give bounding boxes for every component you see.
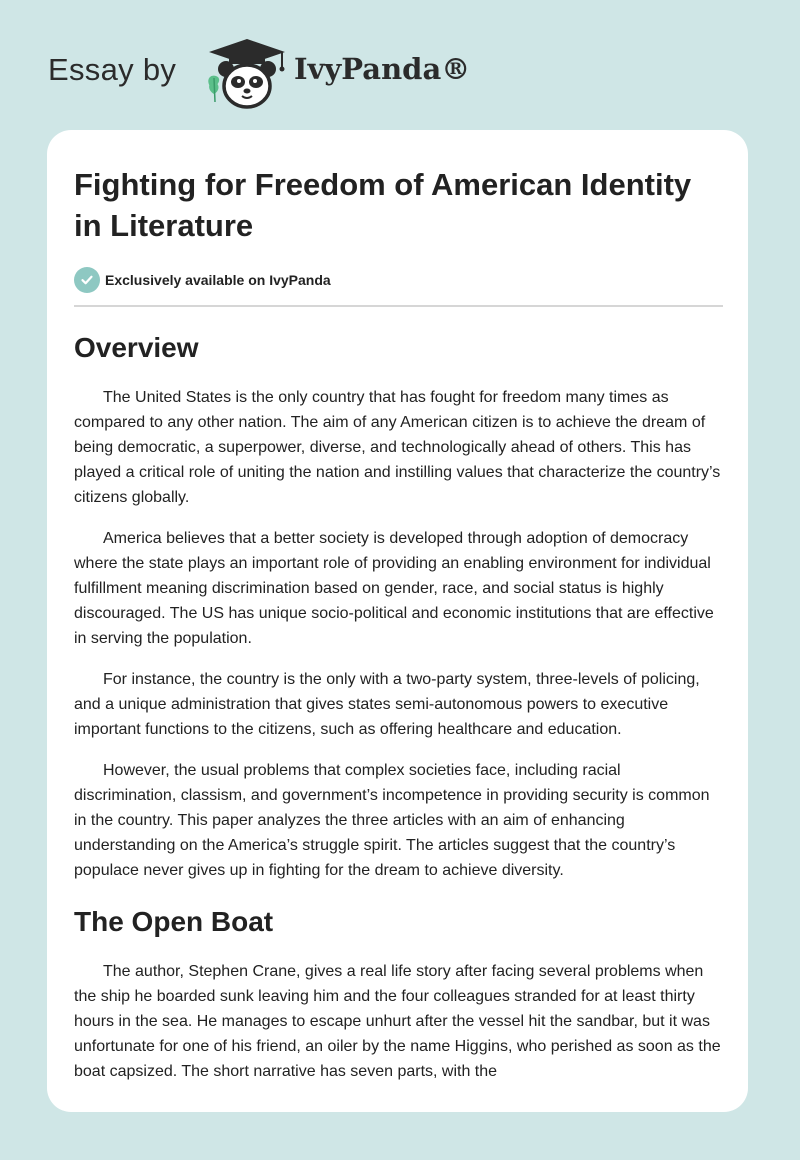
paragraph: America believes that a better society is developed through adoption of democracy where the state plays an important role of providing an enabling environment for individual fulfillment meaning discrimination based on gender, race, and social status is highly discouraged. The US has unique socio-political and economic institutions that are effective in serving the population. <box>74 530 714 647</box>
overview-paragraphs <box>74 385 723 883</box>
site-header <box>48 36 471 112</box>
paragraph: The author, Stephen Crane, gives a real life story after facing several problems when the ship he boarded sunk leaving him and the four colleagues stranded for at least thirty hours in the sea. He manages to escape unhurt after the vessel hit the sandbar, but it was unfortunate for one of his friend, an oiler by the name Higgins, who perished as soon as the boat capsized. The short narrative has seven parts, with the <box>74 963 721 1080</box>
exclusive-badge <box>74 266 723 294</box>
paragraph: However, the usual problems that complex societies face, including racial discrimination, classism, and government’s incompetence in providing security is common in the country. This paper analyzes the three articles with an aim of enhancing understanding on the America’s struggle spirit. The articles suggest that the country’s populace never gives up in fighting for the dream to achieve diversity. <box>74 762 710 879</box>
check-circle-icon <box>74 267 100 293</box>
essay-by-label: Essay by <box>48 52 177 87</box>
section-heading-overview: Overview <box>74 332 199 363</box>
paragraph: For instance, the country is the only with a two-party system, three-levels of policing, and a unique administration that gives states semi-autonomous powers to executive important functions to the citizens, such as offering healthcare and education. <box>74 671 700 738</box>
section-heading-open-boat: The Open Boat <box>74 906 274 937</box>
paragraph: The United States is the only country that has fought for freedom many times as compared to any other nation. The aim of any American citizen is to achieve the dream of being democratic, a superpower, diverse, and technologically ahead of others. This has played a critical role of uniting the nation and instilling values that characterize the country’s citizens globally. <box>74 389 721 506</box>
essay-title: Fighting for Freedom of American Identity in Literature <box>74 167 692 243</box>
exclusive-label: Exclusively available on IvyPanda <box>105 272 331 288</box>
panda-graduate-icon[interactable] <box>202 36 292 112</box>
open-boat-paragraphs <box>74 959 723 1084</box>
brand-name[interactable]: IvyPanda® <box>294 52 471 86</box>
essay-content <box>74 130 723 1100</box>
essay-card <box>47 130 748 1112</box>
title-divider <box>74 305 723 307</box>
